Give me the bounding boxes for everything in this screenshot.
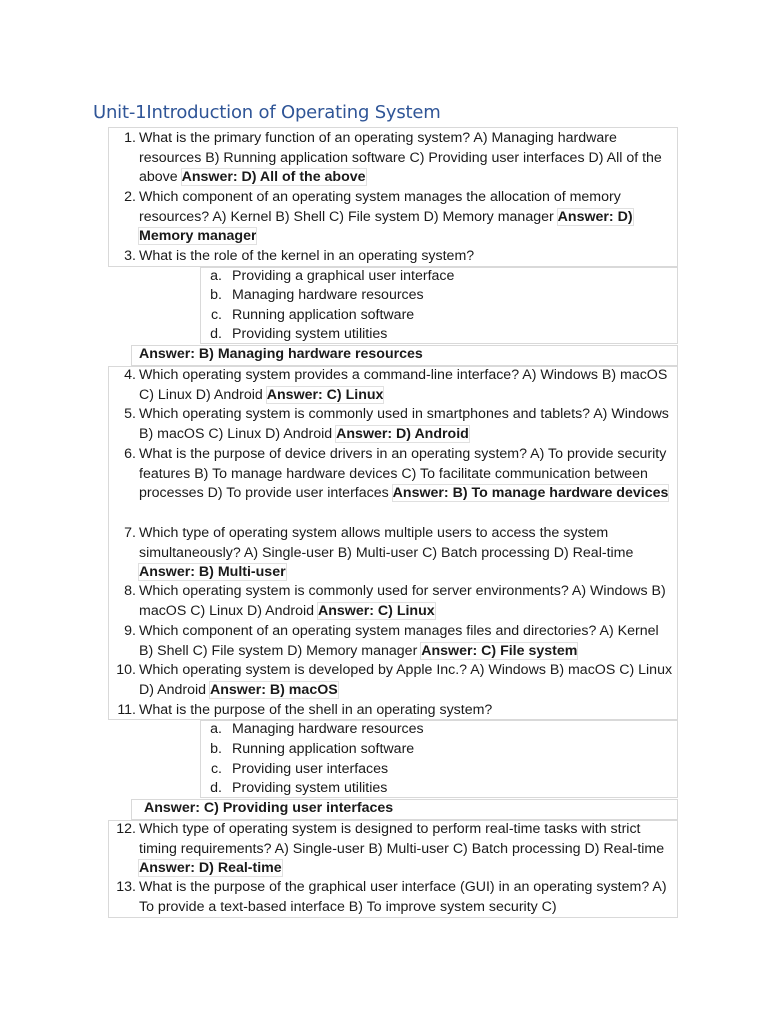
question-number: 6.	[124, 446, 136, 462]
option-letter: a.	[210, 268, 222, 284]
answer-text: Answer: C) Providing user interfaces	[144, 800, 394, 816]
option-letter: b.	[210, 741, 222, 757]
question-number: 8.	[124, 583, 136, 599]
question-text: What is the purpose of the graphical user interface (GUI) in an operating system? A) To provide a text-based interface B) To improve system security C)	[139, 879, 667, 915]
question-text: Which operating system is commonly used for server environments? A) Windows B) macOS C) Linux D) Android Answer: C) Linux	[139, 583, 666, 619]
option-text: Running application software	[232, 741, 415, 757]
option-letter: a.	[210, 721, 222, 737]
option-text: Running application software	[232, 307, 415, 323]
option-letter: c.	[210, 307, 222, 323]
question-text: Which operating system is commonly used in smartphones and tablets? A) Windows B) macOS C) Linux D) Android Answer: D) Android	[139, 406, 669, 442]
option-letter: d.	[210, 780, 222, 796]
option-text: Providing a graphical user interface	[232, 268, 455, 284]
question-number: 10.	[116, 662, 136, 678]
question-number: 3.	[124, 248, 136, 264]
question-text: Which component of an operating system manages files and directories? A) Kernel B) Shell C) File system D) Memory manager Answer: C) File system	[139, 623, 659, 659]
question-text: Which operating system is developed by Apple Inc.? A) Windows B) macOS C) Linux D) Android Answer: B) macOS	[139, 662, 673, 698]
answer-text: Answer: C) Linux	[318, 602, 435, 619]
page-title: Unit-1Introduction of Operating System	[93, 102, 441, 123]
option-letter: b.	[210, 287, 222, 303]
question-text: Which type of operating system is designed to perform real-time tasks with strict timing requirements? A) Single-user B) Multi-user C) Batch processing D) Real-time Answer: D) Real-time	[139, 821, 665, 877]
question-text: What is the role of the kernel in an operating system?	[139, 248, 475, 264]
question-number: 9.	[124, 623, 136, 639]
question-number: 2.	[124, 189, 136, 205]
answer-text: Answer: B) Managing hardware resources	[139, 346, 423, 362]
question-text: Which component of an operating system manages the allocation of memory resources? A) Kernel B) Shell C) File system D) Memory manager Answer: D) Memory manager	[139, 189, 633, 245]
option-text: Providing system utilities	[232, 780, 388, 796]
option-letter: d.	[210, 326, 222, 342]
answer-text: Answer: D) All of the above	[181, 169, 366, 186]
question-text: What is the primary function of an operating system? A) Managing hardware resources B) Running application software C) Providing user interfaces D) All of the above Answer: D) All of the above	[139, 130, 662, 186]
question-text: Which type of operating system allows multiple users to access the system simultaneously? A) Single-user B) Multi-user C) Batch processing D) Real-time Answer: B) Multi-user	[139, 525, 634, 581]
question-text: What is the purpose of device drivers in an operating system? A) To provide security features B) To manage hardware devices C) To facilitate communication between processes D) To provide user interfaces Answer: B) To manage hardware devices	[139, 446, 669, 502]
option-text: Providing user interfaces	[232, 761, 389, 777]
question-number: 11.	[117, 702, 136, 718]
question-text: What is the purpose of the shell in an operating system?	[139, 702, 493, 718]
answer-text: Answer: D) Memory manager	[139, 208, 633, 245]
question-number: 7.	[124, 525, 136, 541]
answer-text: Answer: D) Android	[336, 425, 469, 442]
option-letter: c.	[210, 761, 222, 777]
question-number: 12.	[116, 821, 136, 837]
question-number: 13.	[116, 879, 136, 895]
option-text: Managing hardware resources	[232, 721, 424, 737]
answer-text: Answer: B) To manage hardware devices	[392, 485, 669, 502]
answer-text: Answer: C) Linux	[266, 386, 384, 403]
option-text: Managing hardware resources	[232, 287, 424, 303]
question-number: 4.	[124, 367, 136, 383]
answer-text: Answer: B) macOS	[209, 681, 338, 698]
question-text: Which operating system provides a command-line interface? A) Windows B) macOS C) Linux D) Android Answer: C) Linux	[139, 367, 668, 403]
option-text: Providing system utilities	[232, 326, 388, 342]
question-number: 5.	[124, 406, 136, 422]
question-number: 1.	[124, 130, 136, 146]
answer-text: Answer: B) Multi-user	[139, 564, 286, 581]
answer-text: Answer: C) File system	[421, 642, 578, 659]
answer-text: Answer: D) Real-time	[139, 860, 282, 877]
